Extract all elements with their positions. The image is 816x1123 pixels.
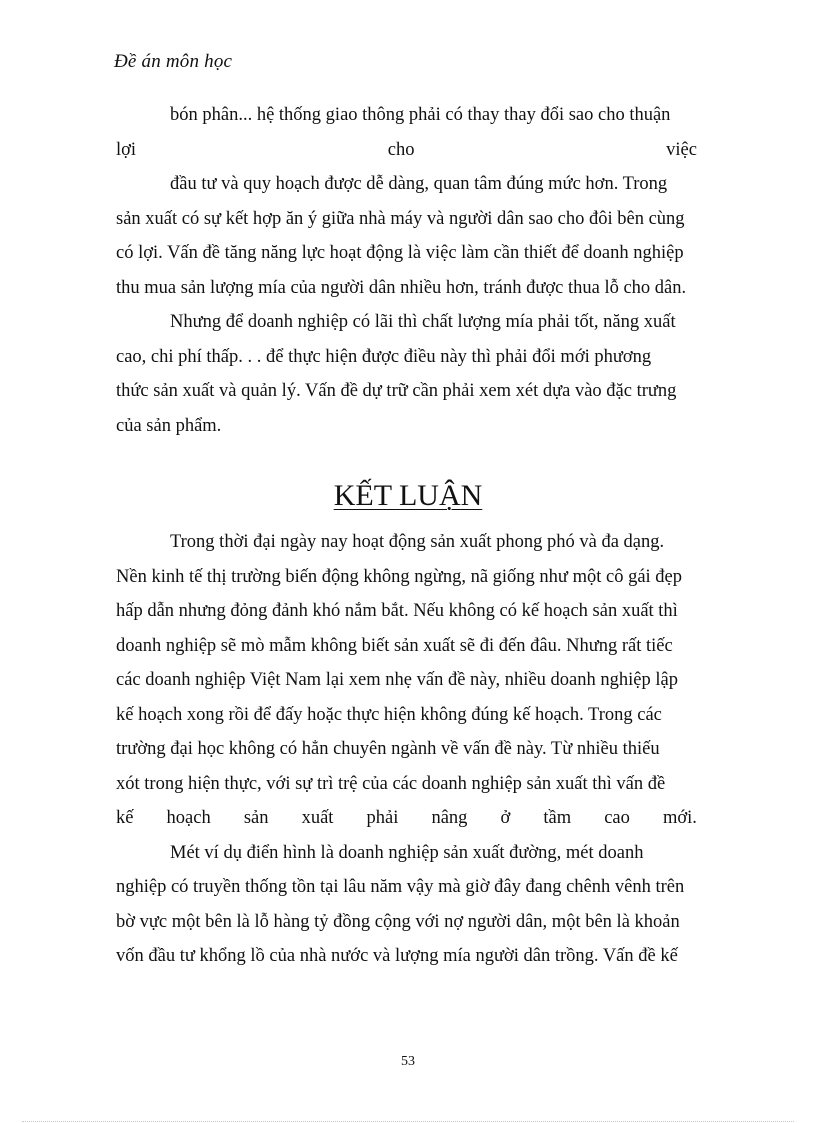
- paragraph-line: Trong thời đại ngày nay hoạt động sản xuất phong phó và đa dạng.: [170, 532, 665, 552]
- paragraph-line: sản xuất có sự kết hợp ăn ý giữa nhà máy và người dân sao cho đôi bên cùng: [116, 208, 685, 229]
- paragraph-line: thu mua sản lượng mía của người dân nhiều hơn, tránh được thua lỗ cho dân.: [116, 277, 687, 298]
- word: cao: [604, 808, 630, 828]
- section-title-text: KẾT LUẬN: [333, 479, 483, 512]
- paragraph-line: doanh nghiệp sẽ mò mẫm không biết sản xuất sẽ đi đến đâu. Nhưng rất tiếc: [116, 635, 673, 656]
- paragraph-line: có lợi. Vấn đề tăng năng lực hoạt động là việc làm cần thiết để doanh nghiệp: [116, 243, 684, 263]
- paragraph-line: xót trong hiện thực, với sự trì trệ của các doanh nghiệp sản xuất thì vấn đề: [116, 773, 666, 794]
- word: việc: [666, 139, 697, 160]
- paragraph-line: Nền kinh tế thị trường biến động không ngừng, nã giống như một cô gái đẹp: [116, 566, 683, 587]
- paragraph-line-justified: [116, 801, 697, 836]
- intro-text-block: [116, 98, 697, 443]
- conclusion-text-block: [116, 525, 697, 974]
- paragraph-line: trường đại học không có hẳn chuyên ngành về vấn đề này. Từ nhiều thiếu: [116, 739, 660, 759]
- word: hoạch: [166, 808, 211, 828]
- word: lợi: [116, 139, 137, 160]
- paragraph-line: kế hoạch xong rồi để đấy hoặc thực hiện không đúng kế hoạch. Trong các: [116, 704, 662, 725]
- word: nâng: [431, 808, 468, 828]
- paragraph-line: của sản phẩm.: [116, 415, 222, 436]
- word: tầm: [543, 808, 572, 828]
- paragraph-line-justified: [116, 133, 697, 168]
- paragraph-line: thức sản xuất và quản lý. Vấn đề dự trữ cần phải xem xét dựa vào đặc trưng: [116, 381, 677, 401]
- word: kế: [116, 808, 134, 828]
- word: xuất: [301, 808, 334, 828]
- paragraph-line: các doanh nghiệp Việt Nam lại xem nhẹ vấn đề này, nhiều doanh nghiệp lập: [116, 670, 678, 690]
- page-bottom-border: [22, 1121, 794, 1122]
- paragraph-line: nghiệp có truyền thống tồn tại lâu năm vậy mà giờ đây đang chênh vênh trên: [116, 877, 685, 897]
- paragraph-line: vốn đầu tư khổng lồ của nhà nước và lượng mía người dân trồng. Vấn đề kế: [116, 946, 678, 966]
- word: sản: [243, 808, 269, 828]
- paragraph-line: bờ vực một bên là lỗ hàng tỷ đồng cộng với nợ người dân, một bên là khoản: [116, 911, 680, 932]
- page-number: 53: [401, 1054, 415, 1069]
- paragraph-line: đầu tư và quy hoạch được dễ dàng, quan tâm đúng mức hơn. Trong: [170, 174, 668, 194]
- paragraph-line: Nhưng để doanh nghiệp có lãi thì chất lượng mía phải tốt, năng xuất: [170, 312, 676, 332]
- running-header: Đề án môn học: [114, 51, 233, 72]
- word: cho: [387, 139, 415, 160]
- section-title: [0, 476, 816, 516]
- word: phải: [366, 808, 399, 828]
- paragraph-line: bón phân... hệ thống giao thông phải có thay thay đổi sao cho thuận: [170, 105, 671, 125]
- word: ở: [500, 808, 511, 828]
- paragraph-line: hấp dẫn nhưng đỏng đảnh khó nắm bắt. Nếu không có kế hoạch sản xuất thì: [116, 601, 678, 621]
- word: mới.: [662, 808, 697, 828]
- paragraph-line: cao, chi phí thấp. . . để thực hiện được điều này thì phải đổi mới phương: [116, 346, 652, 367]
- paragraph-line: Mét ví dụ điển hình là doanh nghiệp sản xuất đường, mét doanh: [170, 842, 644, 863]
